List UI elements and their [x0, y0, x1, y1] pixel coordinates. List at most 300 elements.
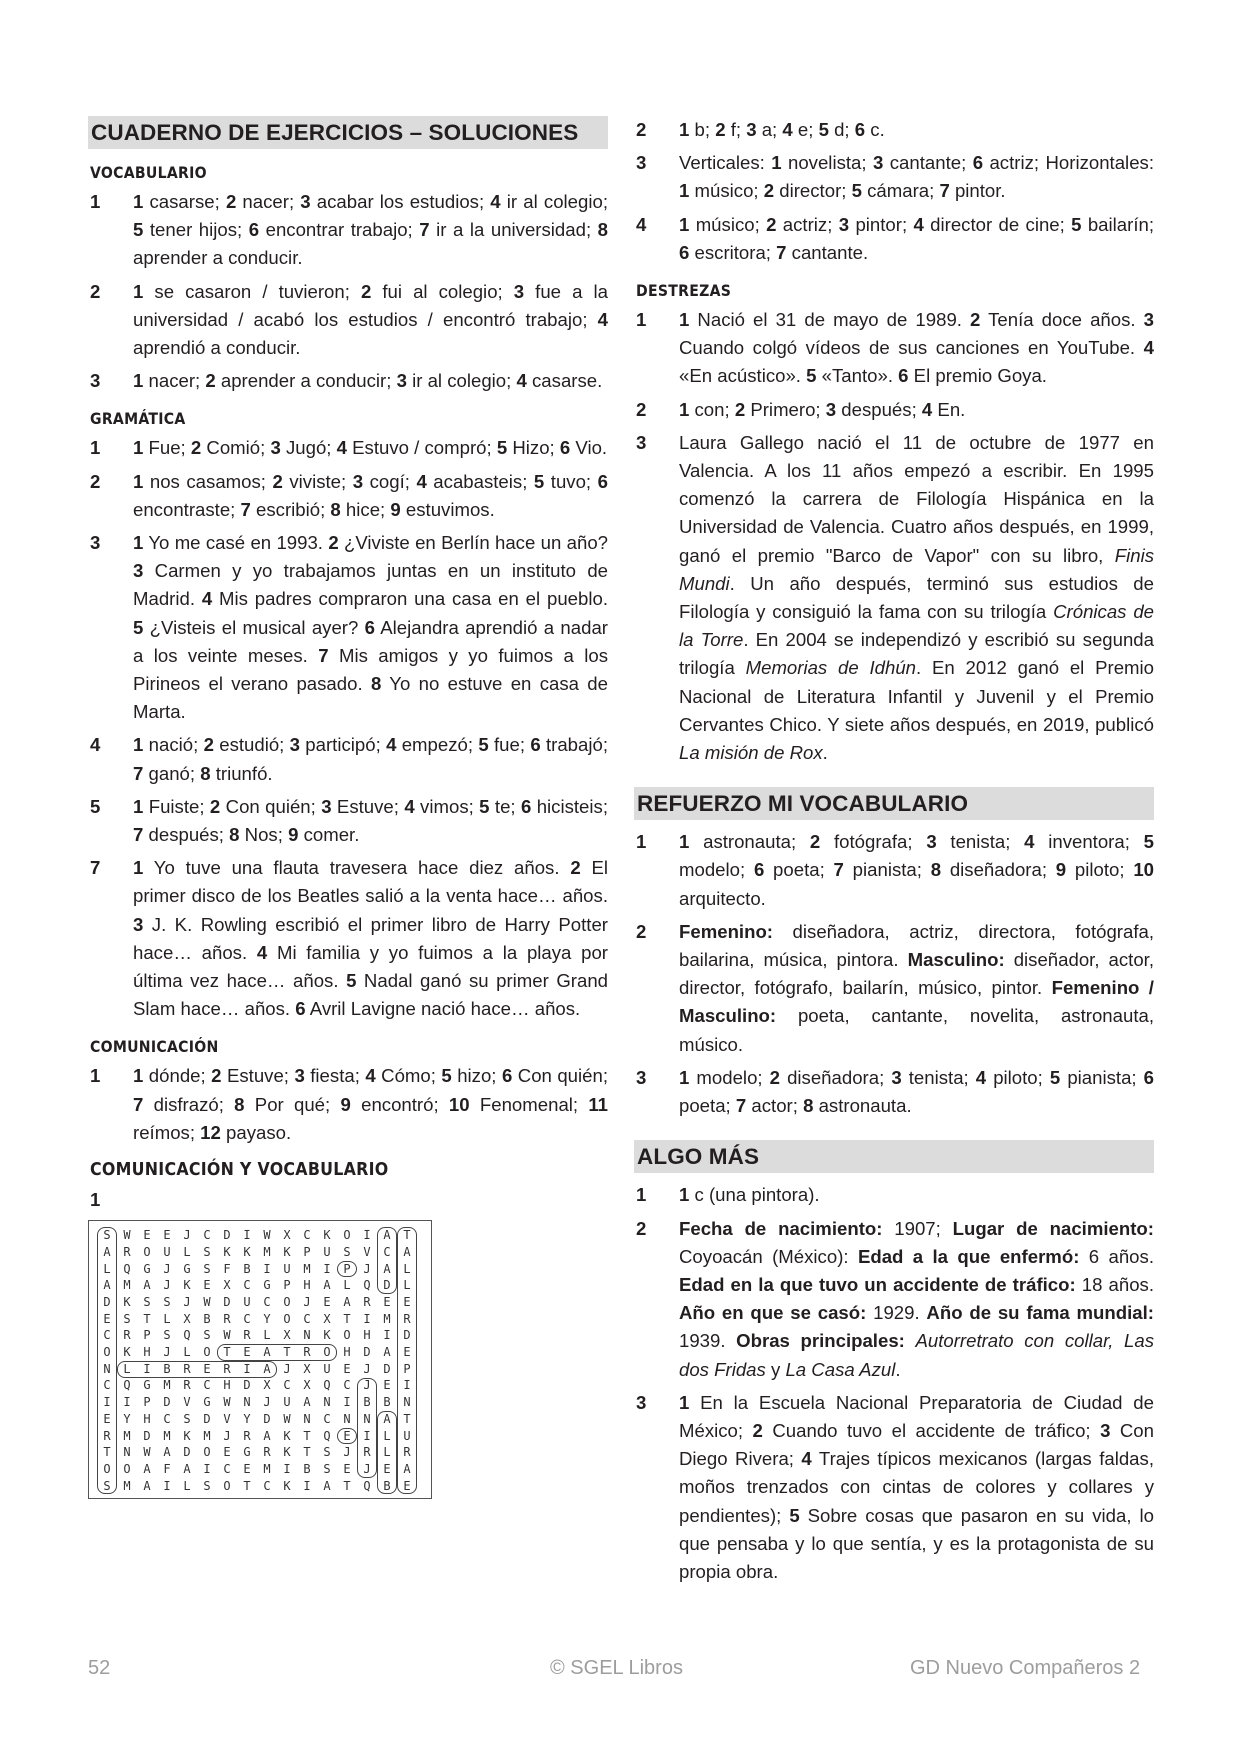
exercise-number: 3: [636, 431, 647, 453]
grid-letter: S: [163, 1328, 171, 1343]
grid-letter: P: [403, 1361, 411, 1376]
grid-letter: V: [363, 1244, 371, 1259]
grid-letter: S: [203, 1244, 211, 1259]
grid-letter: T: [343, 1478, 351, 1493]
grid-letter: P: [143, 1328, 151, 1343]
grid-letter: E: [343, 1361, 351, 1376]
grid-letter: I: [103, 1395, 111, 1410]
exercise-number: 2: [636, 920, 647, 942]
exercise-item: [634, 1215, 1154, 1384]
grid-letter: I: [243, 1228, 251, 1243]
grid-letter: C: [383, 1244, 391, 1259]
exercise-answer: 1 nacer; 2 aprender a conducir; 3 ir al colegio; 4 casarse.: [133, 370, 603, 392]
exercise-number: 2: [636, 1217, 647, 1239]
comunicacion-heading: COMUNICACIÓN: [90, 1037, 219, 1057]
grid-letter: M: [123, 1428, 131, 1443]
grid-letter: E: [403, 1295, 411, 1310]
grid-letter: H: [143, 1345, 151, 1360]
refuerzo-title: REFUERZO MI VOCABULARIO: [634, 787, 1154, 820]
grid-letter: I: [143, 1361, 151, 1376]
grid-letter: I: [383, 1328, 391, 1343]
exercise-number: 2: [636, 119, 647, 140]
grid-letter: M: [123, 1478, 131, 1493]
grid-letter: A: [403, 1244, 411, 1259]
grid-letter: A: [403, 1461, 411, 1476]
grid-letter: T: [303, 1445, 311, 1460]
grid-letter: G: [243, 1445, 251, 1460]
exercise-number: 3: [90, 532, 101, 554]
grid-letter: O: [323, 1345, 331, 1360]
grid-letter: T: [243, 1478, 251, 1493]
gramatica-list: [88, 434, 608, 1023]
word-search-grid: [88, 1220, 432, 1499]
grid-letter: I: [163, 1478, 171, 1493]
exercise-item: [88, 278, 608, 363]
grid-letter: D: [103, 1295, 111, 1310]
grid-letter: E: [243, 1345, 251, 1360]
exercise-answer: Fecha de nacimiento: 1907; Lugar de nacimiento: Coyoacán (México): Edad a la que enfermó: 6 años. Edad en la que tuvo un accidente de tráfico: 18 años. Año en que se casó: 1929. Año de su fama mundial: 1939. Obras principales: Autorretrato con collar, Las dos Fridas y La Casa Azul.: [679, 1217, 1154, 1380]
exercise-number: 1: [90, 191, 101, 212]
grid-letter: P: [303, 1244, 311, 1259]
grid-letter: I: [123, 1395, 131, 1410]
grid-row: [97, 1261, 427, 1278]
grid-letter: N: [243, 1395, 251, 1410]
grid-letter: L: [183, 1244, 191, 1259]
grid-letter: A: [383, 1345, 391, 1360]
exercise-answer: Verticales: 1 novelista; 3 cantante; 6 actriz; Horizontales: 1 músico; 2 director; 5 cámara; 7 pintor.: [679, 152, 1154, 202]
grid-letter: L: [403, 1261, 411, 1276]
grid-letter: C: [263, 1478, 271, 1493]
exercise-number: 3: [636, 1066, 647, 1088]
exercise-number: 4: [636, 213, 647, 235]
grid-letter: T: [143, 1311, 151, 1326]
grid-letter: B: [243, 1261, 251, 1276]
exercise-answer: 1 b; 2 f; 3 a; 4 e; 5 d; 6 c.: [679, 119, 885, 140]
grid-letter: J: [363, 1461, 371, 1476]
grid-letter: O: [123, 1461, 131, 1476]
grid-letter: I: [303, 1478, 311, 1493]
grid-row: [97, 1428, 427, 1445]
grid-letter: I: [243, 1361, 251, 1376]
algo-mas-title: ALGO MÁS: [634, 1140, 1154, 1173]
grid-letter: A: [383, 1411, 391, 1426]
grid-row: [97, 1244, 427, 1261]
grid-letter: N: [303, 1328, 311, 1343]
grid-letter: R: [103, 1428, 111, 1443]
exercise-number: 7: [90, 857, 101, 879]
grid-letter: E: [403, 1345, 411, 1360]
grid-letter: M: [263, 1244, 271, 1259]
grid-letter: D: [263, 1411, 271, 1426]
grid-letter: J: [183, 1295, 191, 1310]
exercise-answer: 1 c (una pintora).: [679, 1184, 820, 1206]
grid-letter: K: [283, 1445, 291, 1460]
grid-letter: A: [143, 1478, 151, 1493]
exercise-item: [88, 854, 608, 1023]
grid-letter: R: [183, 1378, 191, 1393]
grid-letter: E: [323, 1295, 331, 1310]
grid-letter: X: [283, 1228, 291, 1243]
grid-letter: J: [363, 1261, 371, 1276]
exercise-answer: 1 astronauta; 2 fotógrafa; 3 tenista; 4 inventora; 5 modelo; 6 poeta; 7 pianista; 8 diseñadora; 9 piloto; 10 arquitecto.: [679, 831, 1154, 909]
grid-letter: R: [403, 1311, 411, 1326]
grid-letter: Q: [123, 1378, 131, 1393]
grid-letter: D: [223, 1295, 231, 1310]
left-column: [88, 116, 608, 1499]
exercise-number: 2: [636, 398, 647, 420]
grid-letter: S: [143, 1295, 151, 1310]
exercise-item: [88, 1062, 608, 1147]
exercise-answer: 1 En la Escuela Nacional Preparatoria de Ciudad de México; 2 Cuando tuvo el accidente de tráfico; 3 Con Diego Rivera; 4 Trajes típicos mexicanos (largas faldas, moños trenzados con cintas de colores y collares y pendientes); 5 Sobre cosas que pasaron en su vida, lo que pensaba y lo que sentía, y es la protagonista de su propia obra.: [679, 1391, 1154, 1582]
grid-row: [97, 1361, 427, 1378]
grid-letter: A: [303, 1395, 311, 1410]
continued-list: [634, 116, 1154, 267]
grid-letter: H: [303, 1278, 311, 1293]
exercise-answer: 1 dónde; 2 Estuve; 3 fiesta; 4 Cómo; 5 hizo; 6 Con quién; 7 disfrazó; 8 Por qué; 9 encontró; 10 Fenomenal; 11 reímos; 12 payaso.: [133, 1065, 609, 1143]
grid-letter: O: [223, 1478, 231, 1493]
grid-letter: C: [263, 1295, 271, 1310]
grid-letter: H: [223, 1378, 231, 1393]
grid-letter: I: [283, 1461, 291, 1476]
grid-letter: D: [203, 1411, 211, 1426]
grid-letter: W: [143, 1445, 151, 1460]
grid-letter: T: [403, 1228, 411, 1243]
grid-letter: S: [203, 1261, 211, 1276]
exercise-item: [634, 1389, 1154, 1586]
comunicacion-list: [88, 1062, 608, 1147]
grid-letter: Q: [183, 1328, 191, 1343]
grid-letter: T: [403, 1411, 411, 1426]
exercise-item: [88, 731, 608, 787]
page-number: 52: [88, 1657, 111, 1679]
grid-letter: Q: [323, 1378, 331, 1393]
grid-letter: S: [203, 1478, 211, 1493]
grid-letter: K: [123, 1295, 131, 1310]
grid-letter: O: [103, 1345, 111, 1360]
grid-letter: B: [163, 1361, 171, 1376]
grid-letter: B: [203, 1311, 211, 1326]
grid-row: [97, 1377, 427, 1394]
footer-publisher: © SGEL Libros: [550, 1657, 683, 1679]
wordsearch-item: [88, 1186, 608, 1214]
grid-letter: K: [283, 1244, 291, 1259]
grid-letter: L: [403, 1278, 411, 1293]
grid-letter: S: [203, 1328, 211, 1343]
grid-letter: K: [323, 1228, 331, 1243]
grid-letter: E: [243, 1461, 251, 1476]
grid-letter: I: [263, 1261, 271, 1276]
grid-letter: W: [223, 1328, 231, 1343]
grid-letter: X: [303, 1378, 311, 1393]
grid-letter: R: [123, 1244, 131, 1259]
grid-letter: J: [283, 1361, 291, 1376]
grid-letter: O: [343, 1228, 351, 1243]
grid-row: [97, 1478, 427, 1495]
grid-letter: C: [243, 1311, 251, 1326]
grid-letter: T: [223, 1345, 231, 1360]
grid-letter: J: [363, 1361, 371, 1376]
grid-letter: T: [303, 1428, 311, 1443]
grid-letter: M: [163, 1378, 171, 1393]
grid-letter: J: [363, 1378, 371, 1393]
grid-letter: R: [363, 1445, 371, 1460]
grid-letter: M: [163, 1428, 171, 1443]
exercise-item: [634, 116, 1154, 144]
grid-letter: C: [323, 1411, 331, 1426]
grid-letter: E: [343, 1428, 351, 1443]
grid-letter: H: [343, 1345, 351, 1360]
grid-letter: M: [123, 1278, 131, 1293]
grid-letter: N: [323, 1395, 331, 1410]
grid-letter: X: [303, 1361, 311, 1376]
grid-letter: E: [383, 1461, 391, 1476]
grid-letter: S: [103, 1228, 111, 1243]
grid-letter: R: [183, 1361, 191, 1376]
grid-letter: A: [143, 1278, 151, 1293]
grid-letter: B: [303, 1461, 311, 1476]
grid-letter: J: [183, 1228, 191, 1243]
grid-letter: U: [403, 1428, 411, 1443]
exercise-answer: 1 nos casamos; 2 viviste; 3 cogí; 4 acabasteis; 5 tuvo; 6 encontraste; 7 escribió; 8 hice; 9 estuvimos.: [133, 470, 608, 520]
grid-letter: U: [323, 1244, 331, 1259]
grid-letter: D: [383, 1278, 391, 1293]
grid-letter: K: [323, 1328, 331, 1343]
exercise-answer: Laura Gallego nació el 11 de octubre de 1977 en Valencia. A los 11 años empezó a escribir. En 1995 comenzó la carrera de Filología Hispánica en la Universidad de Valencia. Cuatro años después, en 1999, ganó el premio "Barco de Vapor" con su libro, Finis Mundi. Un año después, terminó sus estudios de Filología y consiguió la fama con su trilogía Crónicas de la Torre. En 2004 se independizó y escribió su segunda trilogía Memorias de Idhún. En 2012 ganó el Premio Nacional de Literatura Infantil y Juvenil y el Premio Cervantes Chico. Y siete años después, en 2019, publicó La misión de Rox.: [679, 431, 1154, 764]
grid-letter: S: [183, 1411, 191, 1426]
grid-letter: R: [303, 1345, 311, 1360]
grid-letter: D: [183, 1445, 191, 1460]
exercise-number: 3: [636, 1391, 647, 1413]
grid-letter: C: [283, 1378, 291, 1393]
grid-letter: X: [183, 1311, 191, 1326]
grid-letter: C: [103, 1378, 111, 1393]
grid-letter: P: [143, 1395, 151, 1410]
grid-letter: R: [243, 1428, 251, 1443]
grid-letter: L: [103, 1261, 111, 1276]
grid-letter: T: [283, 1345, 291, 1360]
grid-letter: J: [343, 1445, 351, 1460]
exercise-number: 1: [90, 437, 101, 459]
grid-letter: L: [183, 1345, 191, 1360]
grid-letter: Q: [363, 1278, 371, 1293]
grid-letter: J: [163, 1345, 171, 1360]
destrezas-heading: DESTREZAS: [636, 281, 732, 301]
grid-letter: X: [223, 1278, 231, 1293]
exercise-item: [88, 434, 608, 462]
page-title: CUADERNO DE EJERCICIOS – SOLUCIONES: [88, 116, 608, 149]
grid-row: [97, 1394, 427, 1411]
grid-letter: D: [403, 1328, 411, 1343]
exercise-item: [634, 429, 1154, 767]
grid-letter: V: [223, 1411, 231, 1426]
grid-letter: M: [263, 1461, 271, 1476]
grid-letter: S: [163, 1295, 171, 1310]
algo-mas-list: [634, 1181, 1154, 1586]
exercise-number: 2: [90, 280, 101, 302]
grid-letter: Y: [123, 1411, 131, 1426]
grid-letter: L: [383, 1445, 391, 1460]
grid-letter: E: [203, 1278, 211, 1293]
grid-letter: A: [263, 1361, 271, 1376]
grid-letter: C: [203, 1228, 211, 1243]
exercise-answer: Femenino: diseñadora, actriz, directora, fotógrafa, bailarina, música, pintora. Masculino: diseñador, actor, director, fotógrafo, bailarín, músico, pintor. Femenino / Masculino: poeta, cantante, novelita, astronauta, músico.: [679, 920, 1154, 1055]
grid-letter: J: [263, 1395, 271, 1410]
grid-letter: E: [383, 1378, 391, 1393]
grid-letter: G: [143, 1378, 151, 1393]
grid-letter: X: [283, 1328, 291, 1343]
grid-letter: K: [123, 1345, 131, 1360]
grid-letter: E: [103, 1311, 111, 1326]
grid-letter: T: [103, 1445, 111, 1460]
exercise-item: [88, 793, 608, 849]
grid-letter: R: [363, 1295, 371, 1310]
grid-letter: D: [143, 1428, 151, 1443]
exercise-answer: 1 nació; 2 estudió; 3 participó; 4 empezó; 5 fue; 6 trabajó; 7 ganó; 8 triunfó.: [133, 734, 608, 784]
exercise-number: 1: [636, 831, 647, 853]
grid-letter: R: [223, 1311, 231, 1326]
grid-letter: N: [123, 1445, 131, 1460]
grid-letter: M: [303, 1261, 311, 1276]
grid-letter: C: [223, 1461, 231, 1476]
exercise-item: [634, 396, 1154, 424]
grid-letter: R: [243, 1328, 251, 1343]
grid-letter: S: [103, 1478, 111, 1493]
grid-letter: G: [183, 1261, 191, 1276]
grid-letter: Y: [263, 1311, 271, 1326]
grid-letter: S: [343, 1244, 351, 1259]
grid-letter: H: [143, 1411, 151, 1426]
grid-letter: A: [383, 1228, 391, 1243]
grid-letter: L: [123, 1361, 131, 1376]
exercise-item: [634, 918, 1154, 1059]
grid-letter: S: [323, 1445, 331, 1460]
vocabulario-list: [88, 188, 608, 395]
grid-letter: I: [363, 1428, 371, 1443]
grid-letter: C: [343, 1378, 351, 1393]
grid-letter: L: [263, 1328, 271, 1343]
grid-letter: W: [203, 1295, 211, 1310]
grid-letter: N: [363, 1411, 371, 1426]
grid-letter: K: [243, 1244, 251, 1259]
grid-letter: I: [363, 1311, 371, 1326]
grid-letter: W: [283, 1411, 291, 1426]
grid-letter: E: [383, 1295, 391, 1310]
grid-letter: I: [323, 1261, 331, 1276]
grid-letter: O: [343, 1328, 351, 1343]
grid-letter: B: [383, 1478, 391, 1493]
vocabulario-heading: VOCABULARIO: [90, 163, 207, 182]
grid-letter: A: [163, 1445, 171, 1460]
grid-letter: A: [383, 1261, 391, 1276]
exercise-answer: 1 Nació el 31 de mayo de 1989. 2 Tenía doce años. 3 Cuando colgó vídeos de sus canciones en YouTube. 4 «En acústico». 5 «Tanto». 6 El premio Goya.: [679, 309, 1154, 387]
grid-letter: E: [163, 1228, 171, 1243]
grid-letter: J: [163, 1261, 171, 1276]
grid-letter: A: [103, 1278, 111, 1293]
grid-letter: E: [223, 1445, 231, 1460]
grid-letter: O: [283, 1311, 291, 1326]
grid-letter: L: [343, 1278, 351, 1293]
wordsearch-item-number: 1: [90, 1189, 101, 1211]
grid-letter: O: [283, 1295, 291, 1310]
grid-letter: L: [383, 1428, 391, 1443]
grid-letter: A: [343, 1295, 351, 1310]
exercise-answer: 1 Yo tuve una flauta travesera hace diez años. 2 El primer disco de los Beatles salió a la venta hace… años. 3 J. K. Rowling escribió el primer libro de Harry Potter hace… años. 4 Mi familia y yo fuimos a la playa por última vez hace… años. 5 Nadal ganó su primer Grand Slam hace… años. 6 Avril Lavigne nació hace… años.: [133, 857, 608, 1020]
grid-letter: O: [103, 1461, 111, 1476]
grid-letter: C: [243, 1278, 251, 1293]
grid-letter: C: [303, 1228, 311, 1243]
grid-letter: A: [323, 1478, 331, 1493]
grid-letter: T: [343, 1311, 351, 1326]
grid-letter: W: [223, 1395, 231, 1410]
grid-letter: N: [303, 1411, 311, 1426]
grid-letter: U: [323, 1361, 331, 1376]
grid-letter: M: [203, 1428, 211, 1443]
grid-letter: S: [123, 1311, 131, 1326]
exercise-item: [634, 1181, 1154, 1209]
footer-book-title: GD Nuevo Compañeros 2: [910, 1657, 1141, 1679]
grid-letter: D: [163, 1395, 171, 1410]
grid-letter: K: [223, 1244, 231, 1259]
grid-row: [97, 1327, 427, 1344]
grid-letter: J: [163, 1278, 171, 1293]
grid-letter: A: [263, 1428, 271, 1443]
grid-letter: K: [183, 1428, 191, 1443]
grid-letter: V: [183, 1395, 191, 1410]
grid-letter: I: [403, 1378, 411, 1393]
grid-letter: X: [263, 1378, 271, 1393]
grid-letter: L: [183, 1478, 191, 1493]
gramatica-heading: GRAMÁTICA: [90, 409, 186, 429]
exercise-item: [88, 529, 608, 726]
grid-letter: J: [223, 1428, 231, 1443]
grid-letter: O: [203, 1345, 211, 1360]
exercise-number: 3: [636, 152, 647, 174]
refuerzo-list: [634, 828, 1154, 1120]
grid-letter: K: [283, 1478, 291, 1493]
exercise-item: [634, 149, 1154, 205]
grid-row: [97, 1277, 427, 1294]
exercise-item: [634, 306, 1154, 391]
grid-letter: N: [103, 1361, 111, 1376]
grid-row: [97, 1294, 427, 1311]
grid-letter: E: [143, 1228, 151, 1243]
exercise-answer: 1 Yo me casé en 1993. 2 ¿Viviste en Berlín hace un año? 3 Carmen y yo trabajamos juntas en un instituto de Madrid. 4 Mis padres compraron una casa en el pueblo. 5 ¿Visteis el musical ayer? 6 Alejandra aprendió a nadar a los veinte meses. 7 Mis amigos y yo fuimos a los Pirineos el verano pasado. 8 Yo no estuve en casa de Marta.: [133, 532, 609, 723]
exercise-answer: 1 se casaron / tuvieron; 2 fui al colegio; 3 fue a la universidad / acabó los estudios / encontró trabajo; 4 aprendió a conducir.: [133, 280, 608, 359]
grid-letter: R: [263, 1445, 271, 1460]
grid-letter: R: [123, 1328, 131, 1343]
grid-letter: A: [263, 1345, 271, 1360]
exercise-item: [88, 367, 608, 395]
grid-letter: Y: [243, 1411, 251, 1426]
exercise-answer: 1 músico; 2 actriz; 3 pintor; 4 director de cine; 5 bailarín; 6 escritora; 7 cantante.: [679, 213, 1154, 263]
grid-letter: E: [343, 1461, 351, 1476]
exercise-item: [88, 468, 608, 524]
grid-row: [97, 1411, 427, 1428]
grid-letter: U: [283, 1261, 291, 1276]
grid-letter: D: [223, 1228, 231, 1243]
grid-letter: A: [103, 1244, 111, 1259]
grid-letter: E: [403, 1478, 411, 1493]
grid-letter: W: [123, 1228, 131, 1243]
grid-letter: G: [203, 1395, 211, 1410]
grid-letter: E: [203, 1361, 211, 1376]
grid-letter: D: [243, 1378, 251, 1393]
exercise-number: 4: [90, 734, 101, 756]
grid-letter: U: [163, 1244, 171, 1259]
grid-letter: P: [343, 1261, 351, 1276]
grid-letter: N: [403, 1395, 411, 1410]
grid-letter: I: [203, 1461, 211, 1476]
